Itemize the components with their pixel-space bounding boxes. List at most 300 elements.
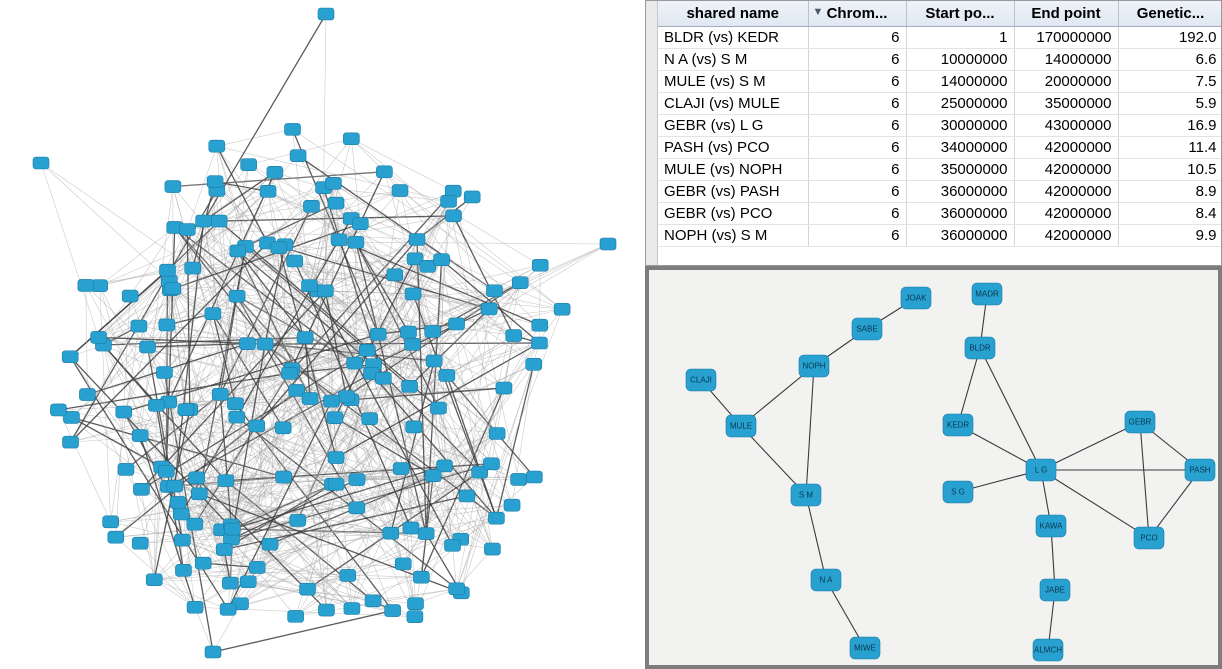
main-network-node[interactable] (78, 279, 94, 291)
table-row[interactable] (658, 203, 1221, 225)
main-network-node[interactable] (191, 488, 207, 500)
main-network-node[interactable] (511, 473, 527, 485)
node-label: KEDR (946, 420, 970, 430)
table-cell-start[interactable]: 14000000 (906, 71, 1014, 93)
node-shape[interactable] (852, 318, 882, 340)
table-row-gutter (646, 1, 658, 265)
subnetwork-canvas[interactable] (649, 270, 1218, 665)
main-network-node[interactable] (122, 290, 138, 302)
subnetwork-edge[interactable] (958, 348, 980, 425)
main-network-node[interactable] (132, 537, 148, 549)
node-label: NOPH (802, 361, 826, 371)
table-cell-shared_name[interactable]: N A (vs) S M (658, 49, 808, 71)
main-network-node[interactable] (331, 234, 347, 246)
table-cell-genetic[interactable]: 10.5 (1118, 159, 1221, 181)
main-network-node[interactable] (276, 471, 292, 483)
main-network-node[interactable] (148, 399, 164, 411)
table-cell-chrom[interactable]: 6 (808, 71, 906, 93)
table-cell-genetic[interactable]: 5.9 (1118, 93, 1221, 115)
main-network-node[interactable] (370, 328, 386, 340)
main-network-node[interactable] (287, 255, 303, 267)
filter-icon[interactable]: ▼ (812, 6, 824, 18)
main-network-node[interactable] (205, 308, 221, 320)
table-row[interactable] (658, 115, 1221, 137)
main-network-node[interactable] (344, 603, 360, 615)
main-network-node[interactable] (486, 285, 502, 297)
node-label: KAWA (1039, 521, 1063, 531)
main-network-node[interactable] (205, 646, 221, 658)
node-shape[interactable] (791, 484, 821, 506)
main-network-node[interactable] (160, 264, 176, 276)
table-cell-genetic[interactable]: 192.0 (1118, 27, 1221, 49)
main-network-node[interactable] (489, 428, 505, 440)
main-network-node[interactable] (290, 514, 306, 526)
table-row[interactable] (658, 181, 1221, 203)
main-network-node[interactable] (506, 330, 522, 342)
right-column (645, 0, 1222, 669)
table-cell-shared_name[interactable]: MULE (vs) NOPH (658, 159, 808, 181)
main-network-node[interactable] (222, 577, 238, 589)
main-network-node[interactable] (132, 430, 148, 442)
main-network-node[interactable] (185, 262, 201, 274)
node-shape[interactable] (943, 414, 973, 436)
main-network-node[interactable] (158, 465, 174, 477)
table-scroll-area[interactable] (658, 1, 1221, 265)
main-network-node[interactable] (395, 558, 411, 570)
main-network-node[interactable] (328, 452, 344, 464)
subnetwork-node[interactable] (1134, 527, 1164, 549)
main-network-node[interactable] (249, 420, 265, 432)
table-cell-genetic[interactable]: 9.9 (1118, 225, 1221, 247)
main-network-node[interactable] (267, 166, 283, 178)
table-cell-start[interactable]: 34000000 (906, 137, 1014, 159)
subnetwork-node[interactable] (1036, 515, 1066, 537)
node-label: GEBR (1128, 417, 1152, 427)
table-header-row (658, 1, 1221, 27)
subnetwork-node[interactable] (1033, 639, 1063, 661)
node-label: MIWE (854, 643, 876, 653)
subnetwork-node[interactable] (901, 287, 931, 309)
table-cell-chrom[interactable]: 6 (808, 115, 906, 137)
main-network-node[interactable] (532, 319, 548, 331)
main-network-node[interactable] (441, 195, 457, 207)
table-cell-start[interactable]: 1 (906, 27, 1014, 49)
main-network-node[interactable] (496, 382, 512, 394)
main-network-node[interactable] (459, 490, 475, 502)
subnetwork-svg[interactable] (649, 270, 1218, 665)
table-cell-shared_name[interactable]: PASH (vs) PCO (658, 137, 808, 159)
table-cell-start[interactable]: 36000000 (906, 203, 1014, 225)
main-network-node[interactable] (327, 412, 343, 424)
main-network-node[interactable] (403, 522, 419, 534)
table-cell-shared_name[interactable]: BLDR (vs) KEDR (658, 27, 808, 49)
column-header-start-point[interactable]: Start po... (906, 1, 1014, 27)
main-network-node[interactable] (387, 269, 403, 281)
main-network-node[interactable] (178, 404, 194, 416)
main-network-node[interactable] (434, 254, 450, 266)
main-network-node[interactable] (418, 528, 434, 540)
main-network-node[interactable] (317, 285, 333, 297)
node-label: S M (798, 490, 814, 500)
node-label: BLDR (969, 343, 991, 353)
main-network-node[interactable] (91, 331, 107, 343)
table-cell-end[interactable]: 42000000 (1014, 137, 1118, 159)
main-network-node[interactable] (328, 197, 344, 209)
main-network-node[interactable] (409, 233, 425, 245)
subnetwork-nodes[interactable] (686, 283, 1215, 661)
main-network-node[interactable] (406, 421, 422, 433)
main-network-node[interactable] (175, 564, 191, 576)
main-network-node[interactable] (340, 569, 356, 581)
main-network-node[interactable] (526, 358, 542, 370)
subnetwork-node[interactable] (943, 481, 973, 503)
node-shape[interactable] (901, 287, 931, 309)
column-header-end-point[interactable]: End point (1014, 1, 1118, 27)
subnetwork-edge[interactable] (1140, 422, 1149, 538)
main-network-node[interactable] (220, 603, 236, 615)
main-network-node[interactable] (413, 571, 429, 583)
table-cell-genetic[interactable]: 16.9 (1118, 115, 1221, 137)
main-network-node[interactable] (383, 527, 399, 539)
main-network-node[interactable] (512, 277, 528, 289)
main-network-edge (351, 139, 453, 191)
table-cell-end[interactable]: 14000000 (1014, 49, 1118, 71)
table-cell-end[interactable]: 20000000 (1014, 71, 1118, 93)
main-network-node[interactable] (425, 325, 441, 337)
subnetwork-node[interactable] (799, 355, 829, 377)
main-network-node[interactable] (257, 338, 273, 350)
node-label: S G (951, 487, 965, 497)
main-network-node[interactable] (227, 398, 243, 410)
main-network-node[interactable] (229, 290, 245, 302)
main-network-node[interactable] (375, 372, 391, 384)
node-shape[interactable] (1125, 411, 1155, 433)
main-network-node[interactable] (241, 159, 257, 171)
main-network-node[interactable] (275, 422, 291, 434)
main-network-node[interactable] (303, 200, 319, 212)
main-network-node[interactable] (385, 605, 401, 617)
node-label: PASH (1189, 465, 1211, 475)
table-cell-chrom[interactable]: 6 (808, 137, 906, 159)
subnetwork-node[interactable] (1026, 459, 1056, 481)
node-label: PCO (1140, 533, 1158, 543)
subnetwork-node[interactable] (972, 283, 1002, 305)
main-network-node[interactable] (62, 351, 78, 363)
main-network-node[interactable] (187, 601, 203, 613)
table-row[interactable] (658, 71, 1221, 93)
main-network-node[interactable] (439, 369, 455, 381)
subnetwork-node[interactable] (850, 637, 880, 659)
main-network-node[interactable] (325, 177, 341, 189)
main-network-node[interactable] (302, 393, 318, 405)
main-network-node[interactable] (50, 404, 66, 416)
main-network-node[interactable] (532, 259, 548, 271)
main-network-edge (447, 336, 514, 376)
main-network-node[interactable] (349, 502, 365, 514)
main-network-node[interactable] (488, 512, 504, 524)
node-label: L G (1034, 465, 1048, 475)
node-shape[interactable] (943, 481, 973, 503)
table-cell-shared_name[interactable]: CLAJI (vs) MULE (658, 93, 808, 115)
subnetwork-node[interactable] (726, 415, 756, 437)
table-cell-end[interactable]: 42000000 (1014, 225, 1118, 247)
main-network-node[interactable] (449, 583, 465, 595)
column-header-genetic[interactable]: Genetic... (1118, 1, 1221, 27)
main-network-node[interactable] (196, 215, 212, 227)
main-network-node[interactable] (140, 341, 156, 353)
table-cell-genetic[interactable]: 6.6 (1118, 49, 1221, 71)
subnetwork-node[interactable] (686, 369, 716, 391)
table-cell-chrom[interactable]: 6 (808, 181, 906, 203)
main-network-node[interactable] (133, 483, 149, 495)
main-network-node[interactable] (554, 303, 570, 315)
main-network-node[interactable] (318, 8, 334, 20)
main-network-node[interactable] (103, 516, 119, 528)
main-network-node[interactable] (170, 496, 186, 508)
main-network-node[interactable] (285, 123, 301, 135)
node-shape[interactable] (850, 637, 880, 659)
main-network-node[interactable] (402, 380, 418, 392)
main-network-node[interactable] (300, 583, 316, 595)
table-cell-end[interactable]: 42000000 (1014, 203, 1118, 225)
node-shape[interactable] (726, 415, 756, 437)
node-shape[interactable] (965, 337, 995, 359)
table-cell-genetic[interactable]: 8.4 (1118, 203, 1221, 225)
node-shape[interactable] (1026, 459, 1056, 481)
main-network-node[interactable] (131, 320, 147, 332)
main-network-node[interactable] (165, 181, 181, 193)
table-cell-chrom[interactable]: 6 (808, 225, 906, 247)
main-network-node[interactable] (165, 283, 181, 295)
table-row[interactable] (658, 93, 1221, 115)
main-network-edge (41, 163, 193, 268)
node-label: JOAK (905, 293, 927, 303)
main-network-node[interactable] (430, 402, 446, 414)
main-network-node[interactable] (211, 215, 227, 227)
node-label: MADR (975, 289, 999, 299)
main-network-node[interactable] (407, 611, 423, 623)
main-network-node[interactable] (483, 458, 499, 470)
main-network-node[interactable] (282, 367, 298, 379)
main-network-node[interactable] (328, 478, 344, 490)
column-header-chromosome[interactable] (808, 1, 906, 27)
main-network-node[interactable] (600, 238, 616, 250)
main-network-node[interactable] (33, 157, 49, 169)
table-row[interactable] (658, 27, 1221, 49)
subnetwork-node[interactable] (1040, 579, 1070, 601)
main-network-edge (356, 242, 608, 244)
main-network-node[interactable] (324, 395, 340, 407)
main-network-node[interactable] (118, 463, 134, 475)
main-network-node[interactable] (216, 544, 232, 556)
table-cell-shared_name[interactable]: NOPH (vs) S M (658, 225, 808, 247)
main-network-node[interactable] (230, 245, 246, 257)
node-label: SABE (856, 324, 878, 334)
table-cell-shared_name[interactable]: GEBR (vs) L G (658, 115, 808, 137)
main-network-node[interactable] (464, 191, 480, 203)
main-network-node[interactable] (444, 539, 460, 551)
main-network-node[interactable] (426, 355, 442, 367)
main-network-node[interactable] (240, 576, 256, 588)
main-network-node[interactable] (349, 474, 365, 486)
table-cell-genetic[interactable]: 11.4 (1118, 137, 1221, 159)
main-network-node[interactable] (405, 288, 421, 300)
table-cell-chrom[interactable]: 6 (808, 49, 906, 71)
main-network-node[interactable] (359, 344, 375, 356)
table-cell-start[interactable]: 25000000 (906, 93, 1014, 115)
node-label: CLAJI (690, 375, 712, 385)
main-network-node[interactable] (362, 413, 378, 425)
main-network-node[interactable] (159, 319, 175, 331)
subnetwork-node[interactable] (965, 337, 995, 359)
node-shape[interactable] (1036, 515, 1066, 537)
column-header-chromosome-label: Chrom... (826, 5, 888, 22)
node-shape[interactable] (686, 369, 716, 391)
main-network-node[interactable] (347, 357, 363, 369)
main-network-node[interactable] (79, 389, 95, 401)
main-network-node[interactable] (271, 242, 287, 254)
main-network-node[interactable] (484, 543, 500, 555)
subnetwork-panel[interactable] (645, 266, 1222, 669)
node-shape[interactable] (799, 355, 829, 377)
table-cell-start[interactable]: 36000000 (906, 225, 1014, 247)
edge-table-panel[interactable] (645, 0, 1222, 266)
main-network-node[interactable] (63, 436, 79, 448)
table-cell-chrom[interactable]: 6 (808, 93, 906, 115)
main-network-node[interactable] (338, 390, 354, 402)
main-network-node[interactable] (116, 406, 132, 418)
subnetwork-node[interactable] (943, 414, 973, 436)
subnetwork-node[interactable] (811, 569, 841, 591)
table-cell-end[interactable]: 170000000 (1014, 27, 1118, 49)
node-shape[interactable] (1185, 459, 1215, 481)
main-network-edge (324, 14, 326, 188)
table-cell-shared_name[interactable]: GEBR (vs) PASH (658, 181, 808, 203)
table-row[interactable] (658, 49, 1221, 71)
subnetwork-node[interactable] (1125, 411, 1155, 433)
subnetwork-node[interactable] (1185, 459, 1215, 481)
node-label: ALMCH (1033, 645, 1063, 655)
table-cell-genetic[interactable]: 8.9 (1118, 181, 1221, 203)
main-network-node[interactable] (297, 332, 313, 344)
table-row[interactable] (658, 225, 1221, 247)
main-network-edge (217, 129, 293, 146)
main-network-node[interactable] (156, 366, 172, 378)
main-network-node[interactable] (376, 166, 392, 178)
main-network-node[interactable] (189, 472, 205, 484)
subnetwork-node[interactable] (852, 318, 882, 340)
main-network-node[interactable] (504, 499, 520, 511)
main-network-node[interactable] (108, 531, 124, 543)
table-cell-start[interactable]: 36000000 (906, 181, 1014, 203)
main-network-node[interactable] (146, 574, 162, 586)
table-cell-chrom[interactable]: 6 (808, 203, 906, 225)
table-cell-shared_name[interactable]: GEBR (vs) PCO (658, 203, 808, 225)
main-network-node[interactable] (179, 223, 195, 235)
main-network-node[interactable] (260, 185, 276, 197)
main-network-node[interactable] (449, 318, 465, 330)
main-network-node[interactable] (393, 463, 409, 475)
table-body[interactable] (658, 27, 1221, 247)
main-network-node[interactable] (365, 595, 381, 607)
main-network-node[interactable] (229, 411, 245, 423)
node-shape[interactable] (1134, 527, 1164, 549)
node-shape[interactable] (1040, 579, 1070, 601)
main-network-node[interactable] (481, 303, 497, 315)
column-header-shared-name[interactable]: shared name (658, 1, 808, 27)
main-network-node[interactable] (209, 140, 225, 152)
main-network-node[interactable] (290, 150, 306, 162)
node-shape[interactable] (811, 569, 841, 591)
main-network-node[interactable] (249, 561, 265, 573)
main-network-node[interactable] (352, 218, 368, 230)
table-cell-chrom[interactable]: 6 (808, 27, 906, 49)
subnetwork-edge[interactable] (806, 495, 826, 580)
table-cell-genetic[interactable]: 7.5 (1118, 71, 1221, 93)
table-cell-shared_name[interactable]: MULE (vs) S M (658, 71, 808, 93)
main-network-node[interactable] (187, 518, 203, 530)
main-network-node[interactable] (195, 557, 211, 569)
main-network-edges (41, 14, 608, 652)
main-network-node[interactable] (318, 604, 334, 616)
table-cell-chrom[interactable]: 6 (808, 159, 906, 181)
main-network-edge (195, 607, 213, 652)
main-network-node[interactable] (408, 598, 424, 610)
node-label: JABE (1044, 585, 1066, 595)
main-network-node[interactable] (425, 470, 441, 482)
main-network-edge (268, 191, 297, 390)
edge-table[interactable] (658, 1, 1221, 247)
table-cell-start[interactable]: 10000000 (906, 49, 1014, 71)
main-network-node[interactable] (262, 538, 278, 550)
main-network-node[interactable] (224, 523, 240, 535)
main-network-node[interactable] (446, 210, 462, 222)
node-label: MULE (729, 421, 753, 431)
main-network-node[interactable] (392, 185, 408, 197)
table-row[interactable] (658, 159, 1221, 181)
node-shape[interactable] (972, 283, 1002, 305)
table-cell-end[interactable]: 43000000 (1014, 115, 1118, 137)
main-network-node[interactable] (218, 475, 234, 487)
main-network-node[interactable] (343, 133, 359, 145)
table-cell-end[interactable]: 42000000 (1014, 159, 1118, 181)
main-network-node[interactable] (212, 388, 228, 400)
table-cell-start[interactable]: 30000000 (906, 115, 1014, 137)
main-network-node[interactable] (531, 337, 547, 349)
main-network-node[interactable] (207, 176, 223, 188)
main-network-node[interactable] (240, 338, 256, 350)
table-cell-end[interactable]: 35000000 (1014, 93, 1118, 115)
table-cell-start[interactable]: 35000000 (906, 159, 1014, 181)
main-network-node[interactable] (526, 471, 542, 483)
main-network-node[interactable] (348, 236, 364, 248)
subnetwork-edge[interactable] (806, 366, 814, 495)
subnetwork-node[interactable] (791, 484, 821, 506)
subnetwork-edges (701, 294, 1200, 650)
table-cell-end[interactable]: 42000000 (1014, 181, 1118, 203)
main-network-node[interactable] (288, 610, 304, 622)
subnetwork-edge[interactable] (980, 348, 1041, 470)
table-row[interactable] (658, 137, 1221, 159)
main-network-node[interactable] (167, 480, 183, 492)
main-network-node[interactable] (173, 508, 189, 520)
main-network-node[interactable] (302, 280, 318, 292)
node-shape[interactable] (1033, 639, 1063, 661)
main-network-node[interactable] (174, 534, 190, 546)
main-network-node[interactable] (400, 326, 416, 338)
node-label: N A (819, 575, 833, 585)
main-network-node[interactable] (405, 338, 421, 350)
